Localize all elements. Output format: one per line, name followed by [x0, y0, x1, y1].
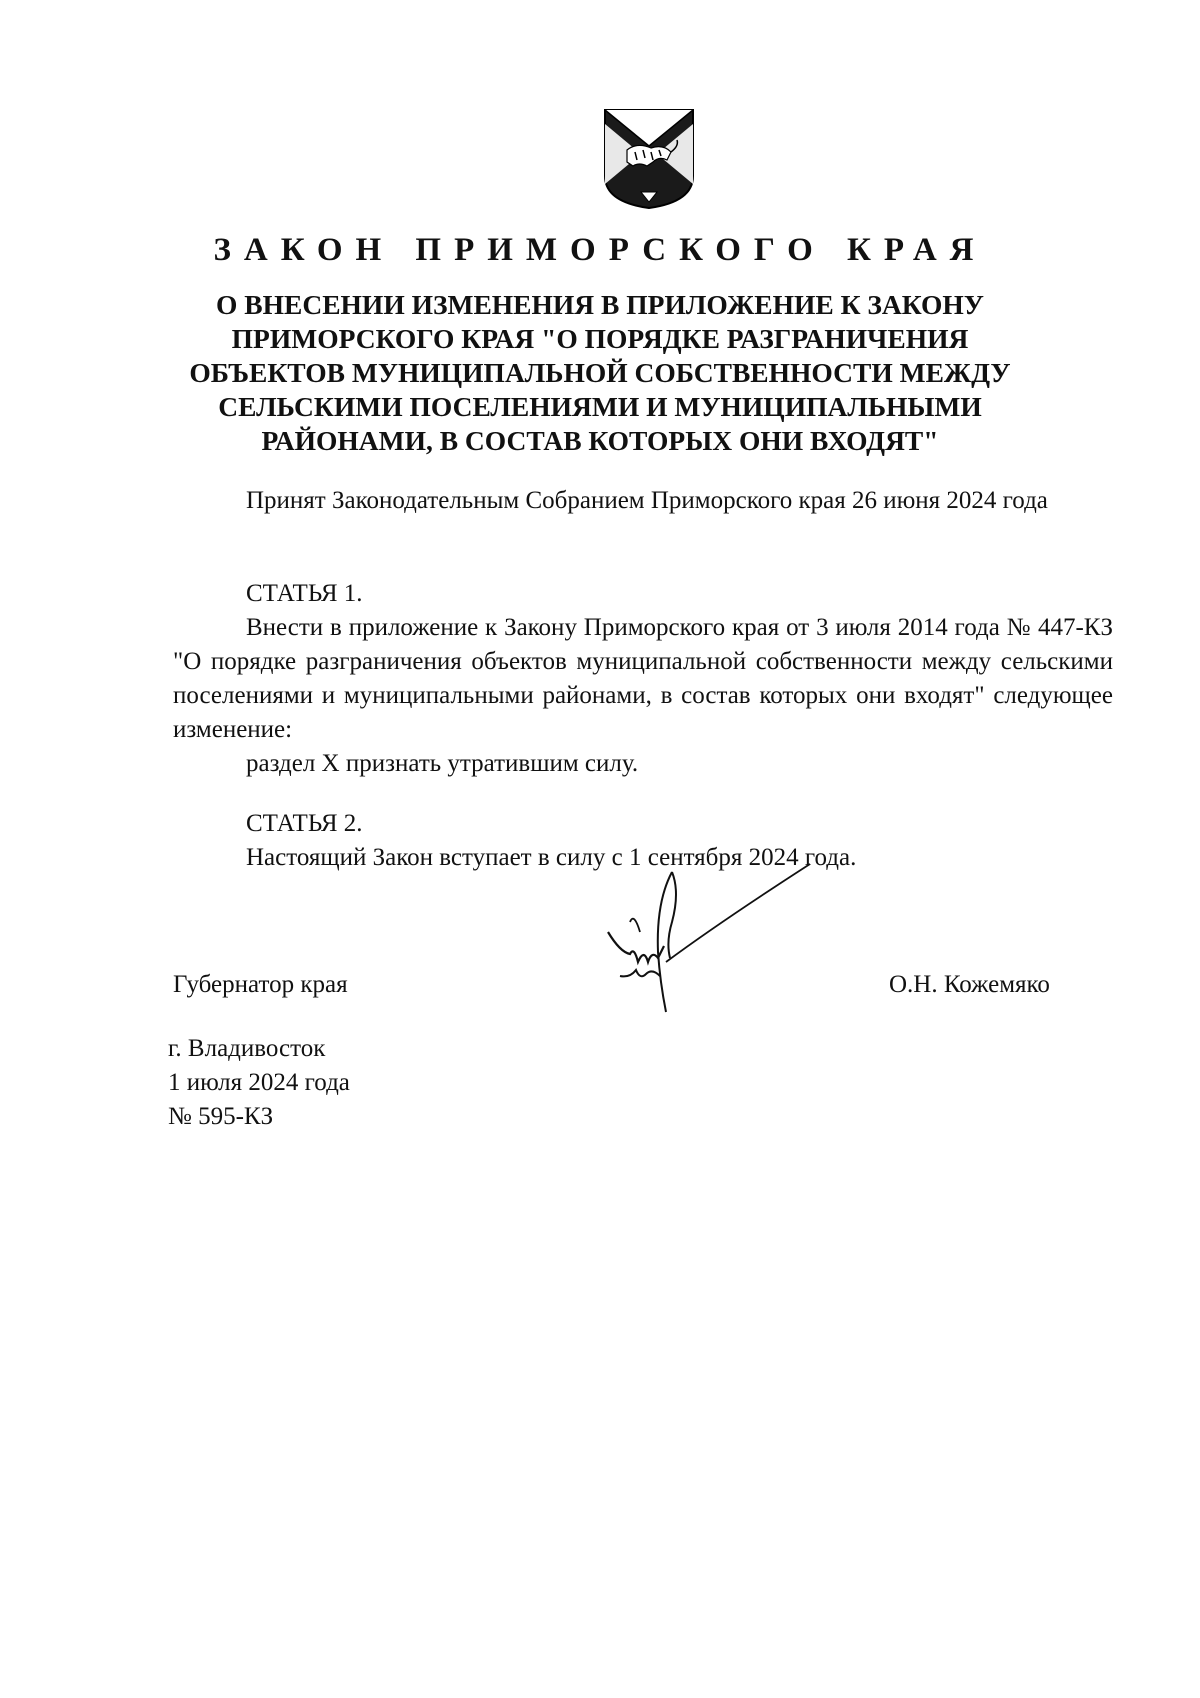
- article-1-item: раздел X признать утратившим силу.: [246, 750, 639, 777]
- adoption-statement: Принят Законодательным Собранием Приморского края 26 июня 2024 года: [246, 487, 1048, 514]
- document-date: 1 июля 2024 года: [168, 1069, 350, 1096]
- handwritten-signature-icon: [600, 862, 830, 1022]
- article-2-text: Настоящий Закон вступает в силу с 1 сентября 2024 года.: [246, 844, 857, 871]
- law-subtitle: [160, 288, 1040, 458]
- subtitle-line: О ВНЕСЕНИИ ИЗМЕНЕНИЯ В ПРИЛОЖЕНИЕ К ЗАКОНУ: [216, 289, 984, 320]
- article-1-text: Внести в приложение к Закону Приморского края от 3 июля 2014 года № 447-КЗ "О порядке разграничения объектов муниципальной собственности между сельскими поселениями и муниципальными районами, в состав которых они входят" следующее изменение:: [173, 614, 1113, 743]
- article-2-heading: СТАТЬЯ 2.: [246, 810, 363, 837]
- primorsky-krai-coat-of-arms-icon: [601, 106, 697, 212]
- law-title: ЗАКОН ПРИМОРСКОГО КРАЯ: [213, 232, 987, 268]
- signatory-name: О.Н. Кожемяко: [889, 971, 1050, 998]
- article-1-heading: СТАТЬЯ 1.: [246, 580, 363, 607]
- signatory-position: Губернатор края: [173, 971, 348, 998]
- document-number: № 595-КЗ: [168, 1103, 274, 1130]
- document-place: г. Владивосток: [168, 1035, 326, 1062]
- subtitle-line: ОБЪЕКТОВ МУНИЦИПАЛЬНОЙ СОБСТВЕННОСТИ МЕЖДУ: [189, 357, 1011, 388]
- subtitle-line: РАЙОНАМИ, В СОСТАВ КОТОРЫХ ОНИ ВХОДЯТ": [261, 425, 939, 456]
- subtitle-line: ПРИМОРСКОГО КРАЯ "О ПОРЯДКЕ РАЗГРАНИЧЕНИЯ: [231, 323, 969, 354]
- subtitle-line: СЕЛЬСКИМИ ПОСЕЛЕНИЯМИ И МУНИЦИПАЛЬНЫМИ: [218, 391, 982, 422]
